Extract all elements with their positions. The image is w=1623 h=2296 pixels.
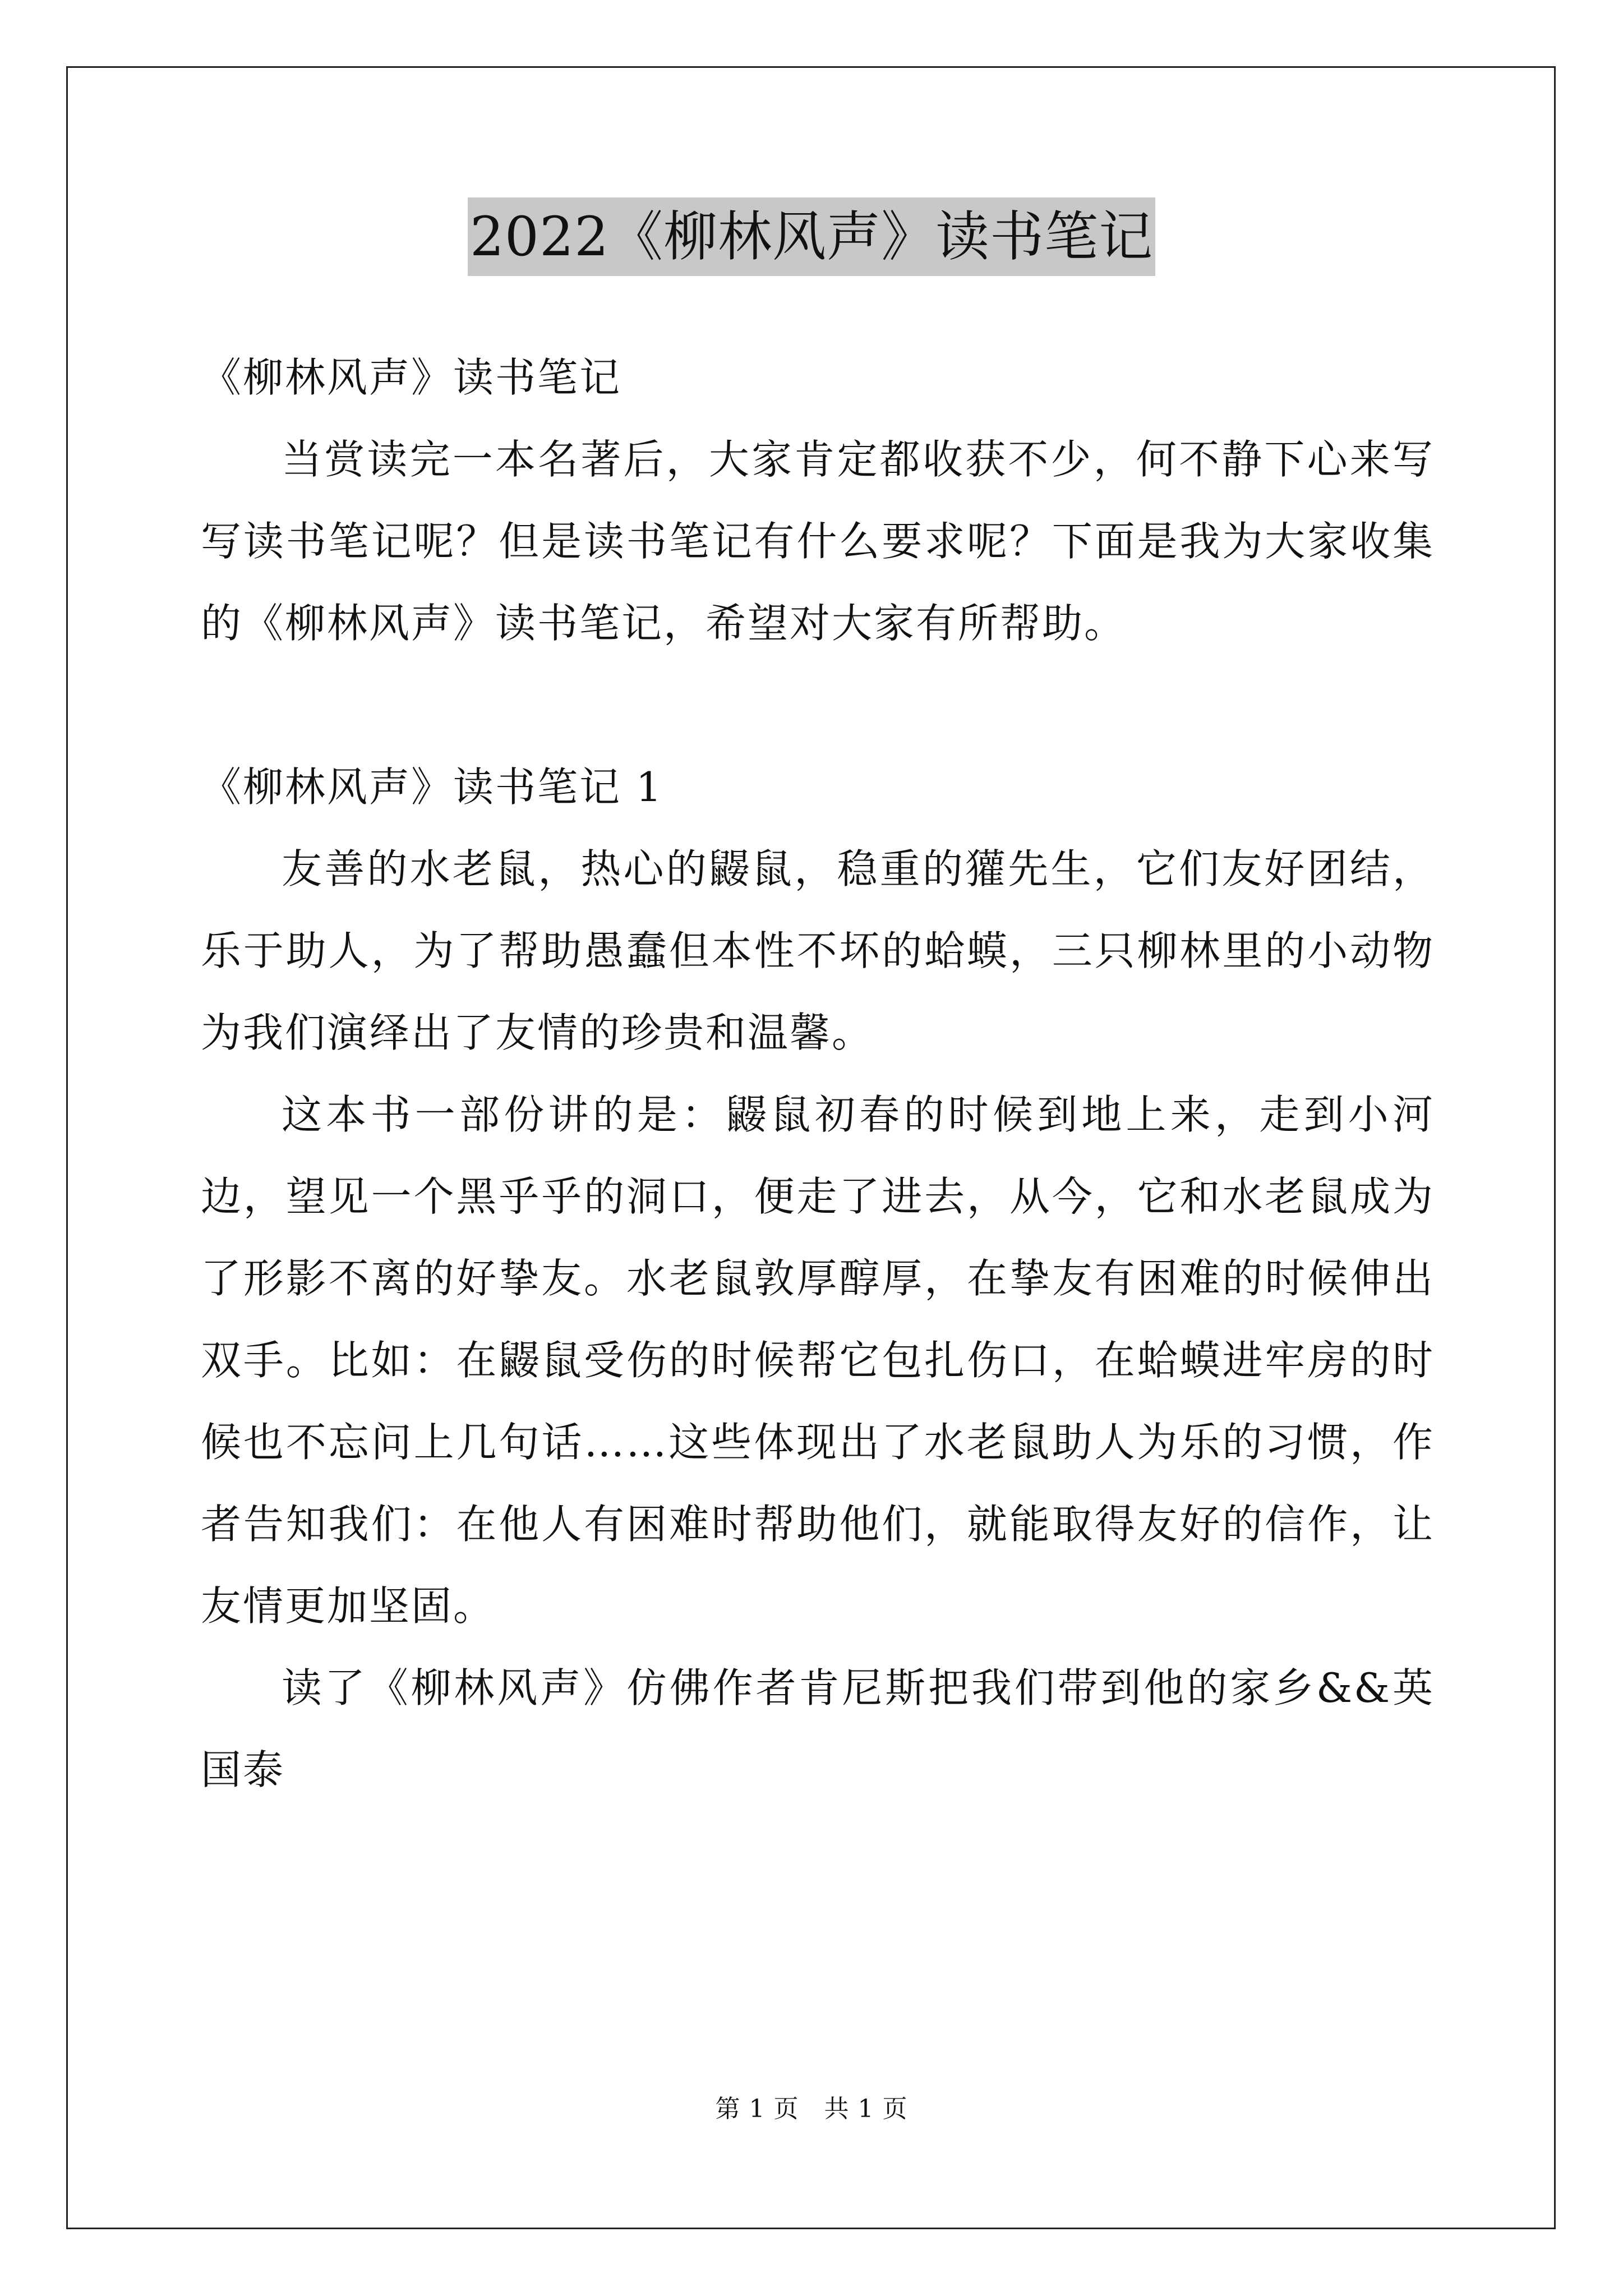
intro-paragraph: 当赏读完一本名著后，大家肯定都收获不少，何不静下心来写写读书笔记呢？但是读书笔记有什么要求呢？下面是我为大家收集的《柳林风声》读书笔记，希望对大家有所帮助。 — [201, 436, 1435, 647]
body-paragraph-3: 读了《柳林风声》仿佛作者肯尼斯把我们带到他的家乡&&英国泰 — [201, 1664, 1435, 1793]
body-paragraph-2: 这本书一部份讲的是：鼹鼠初春的时候到地上来，走到小河边，望见一个黑乎乎的洞口，便走了进去，从今，它和水老鼠成为了形影不离的好挚友。水老鼠敦厚醇厚，在挚友有困难的时候伸出双手。比如：在鼹鼠受伤的时候帮它包扎伤口，在蛤蟆进牢房的时候也不忘问上几句话……这些体现出了水老鼠助人为乐的习惯，作者告知我们：在他人有困难时帮助他们，就能取得友好的信作，让友情更加坚固。 — [201, 1091, 1435, 1630]
page-footer: 第 1 页 共 1 页 — [715, 2095, 908, 2123]
body-paragraph-1: 友善的水老鼠，热心的鼹鼠，稳重的獾先生，它们友好团结，乐于助人，为了帮助愚蠢但本性不坏的蛤蟆，三只柳林里的小动物为我们演绎出了友情的珍贵和温馨。 — [201, 845, 1435, 1056]
title-container — [0, 197, 1623, 276]
document-subtitle: 《柳林风声》读书笔记 — [201, 354, 622, 401]
document-title: 2022《柳林风声》读书笔记 — [468, 197, 1155, 276]
document-body — [201, 337, 1435, 1811]
section-heading: 《柳林风声》读书笔记 1 — [201, 763, 663, 811]
blank-line — [201, 664, 1435, 746]
